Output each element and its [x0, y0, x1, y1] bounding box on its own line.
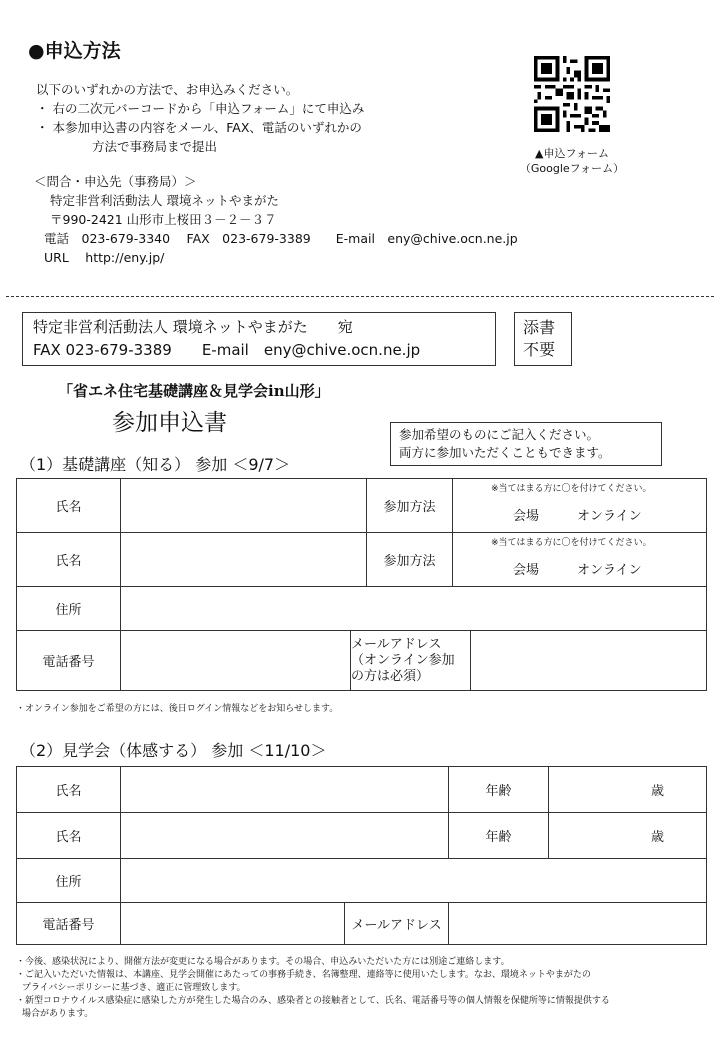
method-field[interactable]	[453, 479, 707, 533]
age-unit: 歳	[650, 830, 664, 845]
qr-caption	[514, 146, 630, 176]
note-line: 参加希望のものにご記入ください。	[399, 427, 600, 442]
footer-note: プライバシーポリシーに基づき、適正に管理致します。	[22, 983, 246, 993]
table-row	[17, 631, 707, 691]
table-row	[17, 479, 707, 533]
cover-sheet-note	[514, 312, 572, 366]
note-line: 両方に参加いただくこともできます。	[399, 445, 611, 460]
qr-caption-line: ▲申込フォーム	[535, 147, 609, 160]
section1-footnote: ・オンライン参加をご希望の方には、後日ログイン情報などをお知らせします。	[16, 704, 339, 714]
table-row	[17, 859, 707, 903]
instruction-line: 以下のいずれかの方法で、お申込みください。	[36, 82, 299, 97]
table-row	[17, 903, 707, 945]
age-field[interactable]	[549, 813, 707, 859]
contact-address: 〒990-2421 山形市上桜田３－２－３７	[50, 212, 277, 227]
table-row	[17, 533, 707, 587]
cover-sheet-line: 添書	[523, 318, 556, 337]
email-label-line: メールアドレス	[351, 636, 442, 652]
recipient-box	[22, 312, 496, 366]
email-field[interactable]	[471, 631, 707, 691]
section1-table	[16, 478, 707, 691]
section2-table	[16, 766, 707, 945]
method-note: ※当てはまる方に〇を付けてください。	[491, 538, 652, 548]
instruction-line: 方法で事務局まで提出	[92, 139, 218, 154]
contact-phone-line: 電話 023-679-3340 FAX 023-679-3389 E-mail eny@chive.ocn.ne.jp	[44, 231, 518, 246]
option-online[interactable]: オンライン	[577, 563, 642, 578]
contact-org: 特定非営利活動法人 環境ネットやまがた	[50, 193, 279, 208]
page-title: ●申込方法	[28, 40, 121, 62]
name-label: 氏名	[17, 479, 121, 533]
table-row	[17, 587, 707, 631]
cut-line	[6, 296, 714, 297]
footer-note: ・ご記入いただいた情報は、本講座、見学会開催にあたっての事務手続き、名簿整理、連絡等に使用いたします。なお、環境ネットやまがたの	[16, 970, 591, 980]
email-label-line: の方は必須）	[351, 668, 430, 684]
address-label: 住所	[17, 587, 121, 631]
cover-sheet-line: 不要	[523, 340, 556, 359]
table-row	[17, 767, 707, 813]
email-label: メールアドレス	[345, 903, 449, 945]
option-venue[interactable]: 会場	[513, 563, 540, 578]
footer-note: ・今後、感染状況により、開催方法が変更になる場合があります。その場合、申込みいただいた方には別途ご連絡します。	[16, 957, 510, 967]
section2-title: （2）見学会（体感する） 参加 ＜11/10＞	[20, 741, 327, 760]
age-unit: 歳	[650, 784, 664, 799]
contact-url-line: URL http://eny.jp/	[44, 250, 165, 265]
footer-note: 場合があります。	[22, 1009, 94, 1019]
section1-title: （1）基礎講座（知る） 参加 ＜9/7＞	[20, 455, 291, 474]
name-label: 氏名	[17, 813, 121, 859]
age-label: 年齢	[449, 813, 549, 859]
method-label: 参加方法	[367, 533, 453, 587]
address-field[interactable]	[121, 859, 707, 903]
instruction-line: ・ 本参加申込書の内容をメール、FAX、電話のいずれかの	[36, 120, 362, 135]
name-field[interactable]	[121, 767, 449, 813]
phone-field[interactable]	[121, 903, 345, 945]
name-field[interactable]	[121, 813, 449, 859]
method-field[interactable]	[453, 533, 707, 587]
email-label-line: （オンライン参加	[351, 652, 455, 668]
name-label: 氏名	[17, 533, 121, 587]
email-field[interactable]	[449, 903, 707, 945]
instruction-line: ・ 右の二次元バーコードから「申込フォーム」にて申込み	[36, 101, 365, 116]
name-field[interactable]	[121, 533, 367, 587]
option-online[interactable]: オンライン	[577, 509, 642, 524]
phone-label: 電話番号	[17, 631, 121, 691]
event-title: 「省エネ住宅基礎講座＆見学会in山形」	[58, 382, 330, 400]
instruction-note	[390, 422, 662, 466]
method-label: 参加方法	[367, 479, 453, 533]
footer-notes	[16, 956, 610, 1021]
qr-code-icon[interactable]	[534, 56, 610, 132]
option-venue[interactable]: 会場	[513, 509, 540, 524]
contact-info	[34, 172, 518, 267]
name-label: 氏名	[17, 767, 121, 813]
age-label: 年齢	[449, 767, 549, 813]
qr-caption-line: （Googleフォーム）	[519, 162, 625, 175]
footer-note: ・新型コロナウイルス感染症に感染した方が発生した場合のみ、感染者との接触者として、氏名、電話番号等の個人情報を保健所等に情報提供する	[16, 996, 610, 1006]
address-field[interactable]	[121, 587, 707, 631]
contact-heading: ＜問合・申込先（事務局）＞	[34, 174, 197, 189]
age-field[interactable]	[549, 767, 707, 813]
email-label	[351, 631, 471, 691]
phone-field[interactable]	[121, 631, 351, 691]
table-row	[17, 813, 707, 859]
recipient-line: FAX 023-679-3389 E-mail eny@chive.ocn.ne.jp	[33, 341, 421, 359]
recipient-line: 特定非営利活動法人 環境ネットやまがた 宛	[33, 318, 353, 336]
method-note: ※当てはまる方に〇を付けてください。	[491, 484, 652, 494]
phone-label: 電話番号	[17, 903, 121, 945]
instructions	[36, 80, 364, 156]
name-field[interactable]	[121, 479, 367, 533]
address-label: 住所	[17, 859, 121, 903]
form-title: 参加申込書	[112, 410, 227, 436]
